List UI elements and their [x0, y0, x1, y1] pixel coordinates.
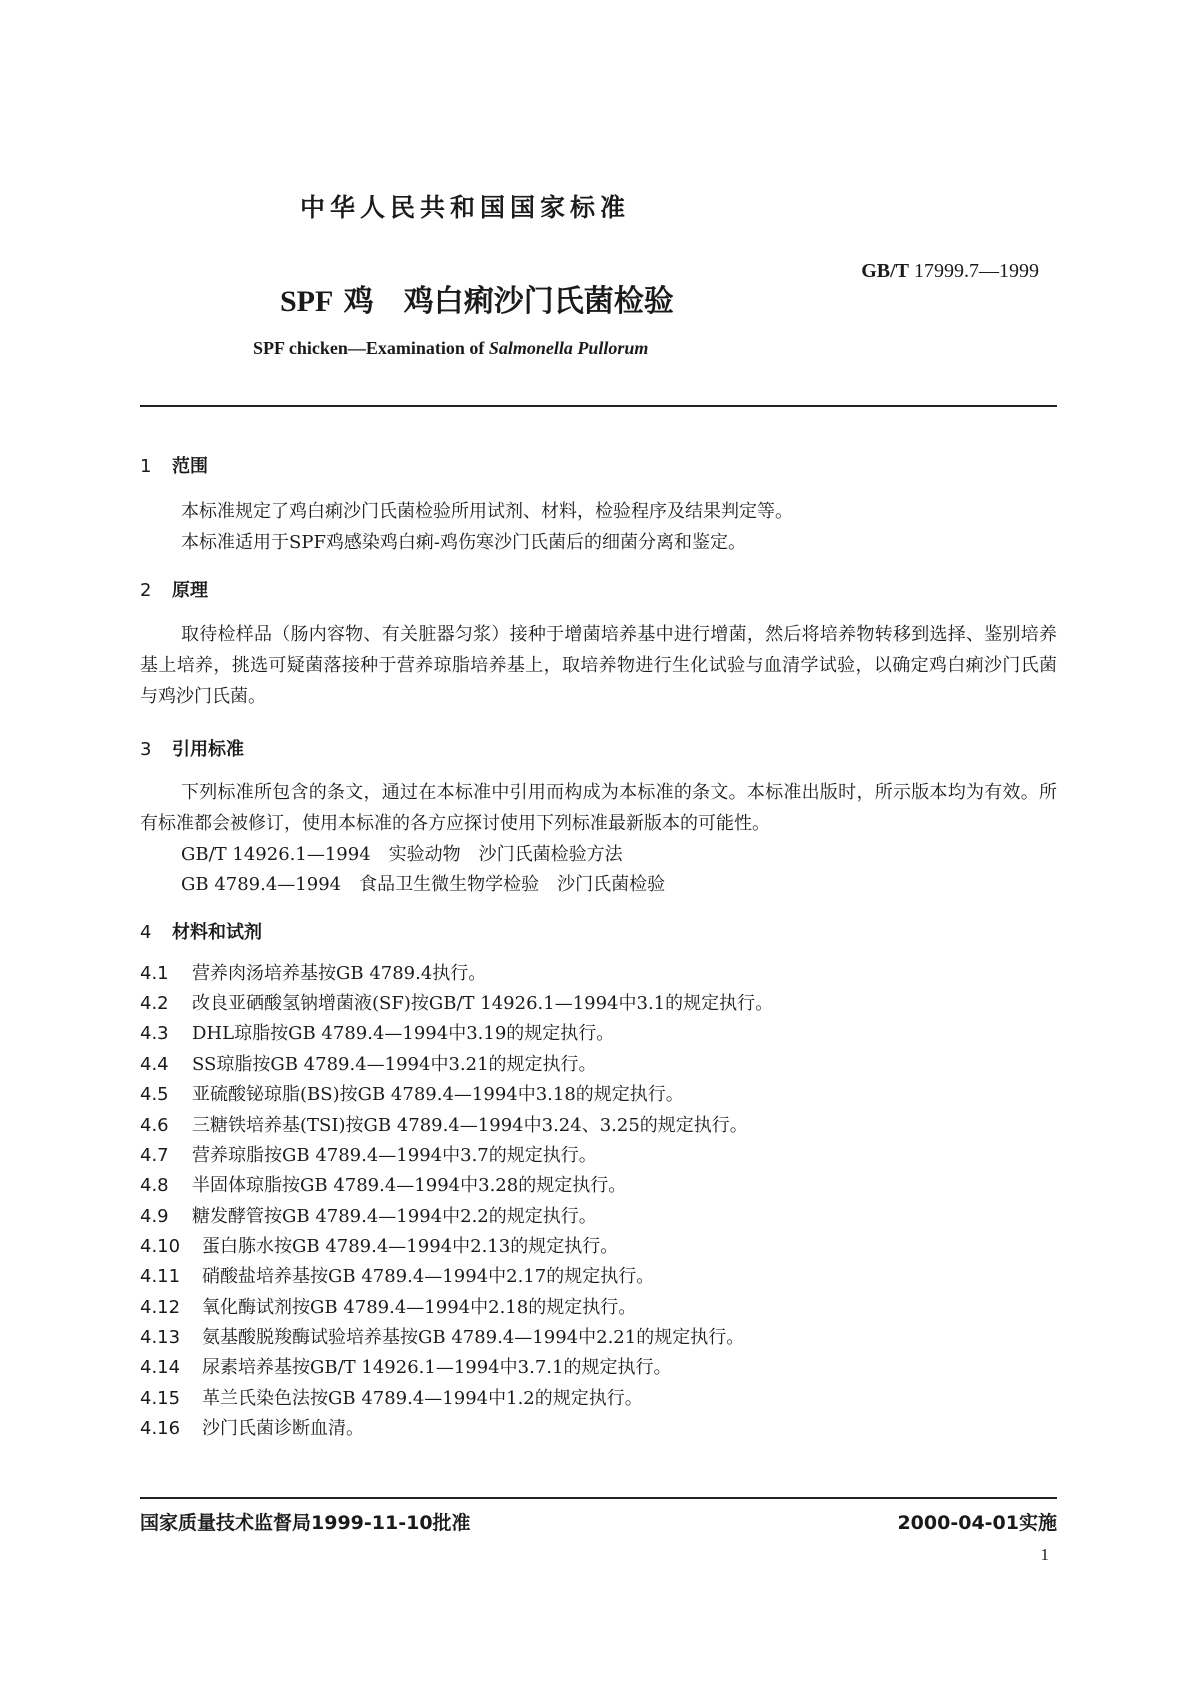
title-cn-prefix: SPF [280, 285, 334, 318]
item-number: 4.6 [140, 1115, 169, 1136]
item-text: 营养琼脂按GB 4789.4—1994中3.7的规定执行。 [192, 1145, 597, 1166]
list-item [140, 1232, 618, 1258]
reference-1: GB/T 14926.1—1994 实验动物 沙门氏菌检验方法 [181, 844, 623, 865]
section-number: 1 [140, 456, 152, 477]
item-number: 4.14 [140, 1357, 181, 1378]
list-item [140, 1323, 744, 1349]
item-text: 蛋白胨水按GB 4789.4—1994中2.13的规定执行。 [202, 1236, 619, 1257]
list-item [140, 1262, 654, 1288]
item-text: 半固体琼脂按GB 4789.4—1994中3.28的规定执行。 [192, 1175, 627, 1196]
title-english [253, 338, 648, 359]
item-text: 革兰氏染色法按GB 4789.4—1994中1.2的规定执行。 [202, 1388, 643, 1409]
section-title: 范围 [172, 456, 208, 477]
item-text: SS琼脂按GB 4789.4—1994中3.21的规定执行。 [192, 1054, 597, 1075]
item-text: DHL琼脂按GB 4789.4—1994中3.19的规定执行。 [192, 1023, 615, 1044]
item-number: 4.15 [140, 1388, 181, 1409]
standard-number [861, 260, 1039, 283]
section-title: 原理 [172, 580, 208, 601]
section-1-paragraph-2: 本标准适用于SPF鸡感染鸡白痢-鸡伤寒沙门氏菌后的细菌分离和鉴定。 [181, 532, 747, 553]
item-number: 4.5 [140, 1084, 169, 1105]
list-item [140, 1080, 684, 1106]
list-item [140, 1019, 614, 1045]
national-standard-heading: 中华人民共和国国家标准 [300, 193, 631, 222]
item-number: 4.16 [140, 1418, 181, 1439]
standard-code: 17999.7—1999 [914, 260, 1039, 282]
list-item [140, 989, 773, 1015]
section-title: 引用标准 [172, 739, 244, 760]
section-number: 4 [140, 922, 152, 943]
page-number: 1 [1040, 1545, 1049, 1564]
list-item [140, 1293, 636, 1319]
section-1-heading [140, 452, 208, 478]
item-number: 4.7 [140, 1145, 169, 1166]
item-number: 4.4 [140, 1054, 169, 1075]
item-text: 氧化酶试剂按GB 4789.4—1994中2.18的规定执行。 [202, 1297, 637, 1318]
list-item [140, 1111, 748, 1137]
item-text: 沙门氏菌诊断血清。 [202, 1418, 364, 1439]
section-2-heading [140, 576, 208, 602]
title-en-italic: Salmonella Pullorum [488, 338, 649, 358]
item-number: 4.12 [140, 1297, 181, 1318]
item-number: 4.11 [140, 1266, 181, 1287]
item-number: 4.9 [140, 1206, 169, 1227]
section-number: 3 [140, 739, 152, 760]
title-cn-rest: 鸡 鸡白痢沙门氏菌检验 [343, 284, 674, 319]
item-text: 改良亚硒酸氢钠增菌液(SF)按GB/T 14926.1—1994中3.1的规定执行。 [192, 993, 774, 1014]
item-text: 糖发酵管按GB 4789.4—1994中2.2的规定执行。 [192, 1206, 597, 1227]
footer-rule [140, 1497, 1057, 1499]
standard-prefix: GB/T [861, 260, 909, 282]
section-3-paragraph: 下列标准所包含的条文，通过在本标准中引用而构成为本标准的条文。本标准出版时，所示版本均为有效。所有标准都会被修订，使用本标准的各方应探讨使用下列标准最新版本的可能性。 [140, 782, 1057, 834]
effective-date: 2000-04-01实施 [897, 1512, 1057, 1534]
item-number: 4.1 [140, 963, 169, 984]
item-text: 亚硫酸铋琼脂(BS)按GB 4789.4—1994中3.18的规定执行。 [192, 1084, 684, 1105]
section-title: 材料和试剂 [172, 922, 262, 943]
title-chinese [280, 276, 674, 320]
reference-2: GB 4789.4—1994 食品卫生微生物学检验 沙门氏菌检验 [181, 874, 666, 895]
approval-date: 国家质量技术监督局1999-11-10批准 [140, 1512, 471, 1534]
item-number: 4.8 [140, 1175, 169, 1196]
section-2-paragraph: 取待检样品（肠内容物、有关脏器匀浆）接种于增菌培养基中进行增菌，然后将培养物转移到选择、鉴别培养基上培养，挑选可疑菌落接种于营养琼脂培养基上，取培养物进行生化试验与血清学试验，以确定鸡白痢沙门氏菌与鸡沙门氏菌。 [140, 624, 1057, 707]
item-text: 营养肉汤培养基按GB 4789.4执行。 [192, 963, 487, 984]
item-text: 三糖铁培养基(TSI)按GB 4789.4—1994中3.24、3.25的规定执行。 [192, 1115, 748, 1136]
item-text: 氨基酸脱羧酶试验培养基按GB 4789.4—1994中2.21的规定执行。 [202, 1327, 745, 1348]
item-number: 4.3 [140, 1023, 169, 1044]
list-item [140, 1171, 626, 1197]
title-en-main: SPF chicken—Examination of [253, 338, 489, 358]
list-item [140, 1414, 364, 1440]
list-item [140, 959, 486, 985]
list-item [140, 1050, 597, 1076]
section-4-heading [140, 918, 262, 944]
list-item [140, 1202, 597, 1228]
item-number: 4.2 [140, 993, 169, 1014]
item-number: 4.13 [140, 1327, 181, 1348]
section-3-heading [140, 735, 244, 761]
list-item [140, 1141, 597, 1167]
section-number: 2 [140, 580, 152, 601]
list-item [140, 1353, 671, 1379]
item-text: 尿素培养基按GB/T 14926.1—1994中3.7.1的规定执行。 [202, 1357, 672, 1378]
list-item [140, 1384, 643, 1410]
section-1-paragraph-1: 本标准规定了鸡白痢沙门氏菌检验所用试剂、材料，检验程序及结果判定等。 [181, 501, 793, 522]
item-number: 4.10 [140, 1236, 181, 1257]
header-rule [140, 405, 1057, 407]
item-text: 硝酸盐培养基按GB 4789.4—1994中2.17的规定执行。 [202, 1266, 655, 1287]
